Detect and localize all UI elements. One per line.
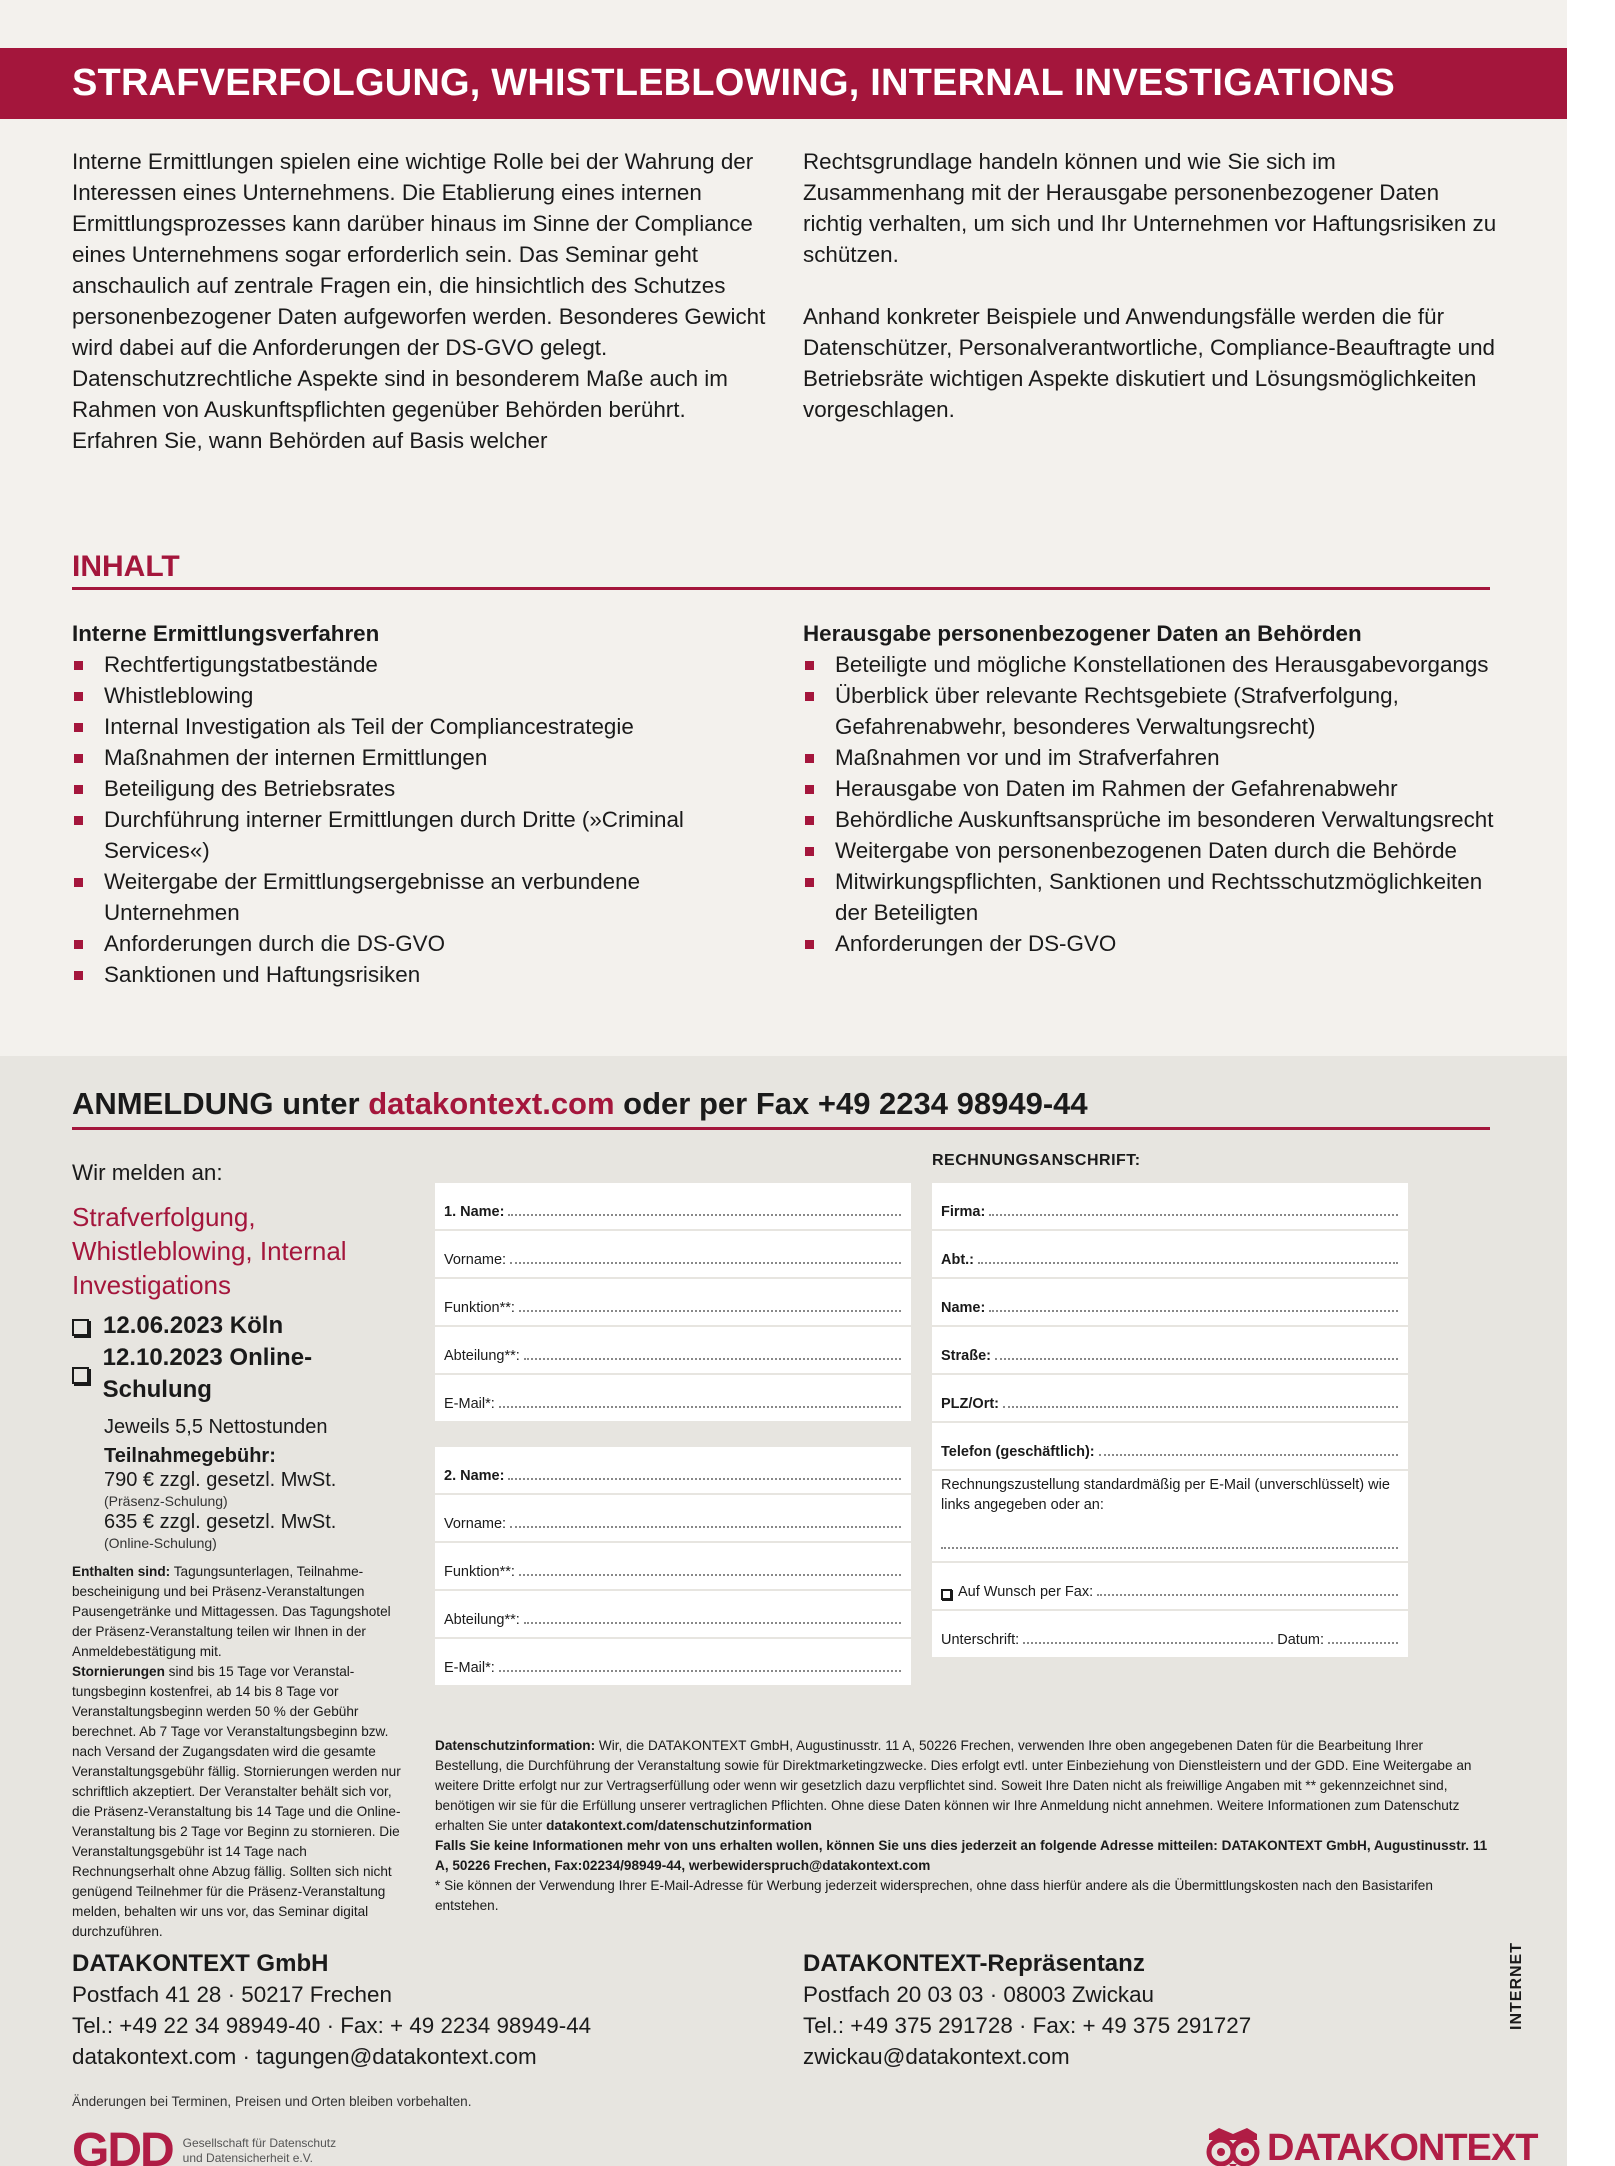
square-bullet-icon xyxy=(74,723,83,732)
field-line xyxy=(978,1262,1398,1264)
web-email[interactable]: datakontext.com · tagungen@datakontext.com xyxy=(72,2044,537,2069)
fee-presence: 790 € zzgl. gesetzl. MwSt. xyxy=(104,1469,337,1491)
square-bullet-icon xyxy=(74,754,83,763)
internet-label: INTERNET xyxy=(1508,1942,1525,2030)
square-bullet-icon xyxy=(805,847,814,856)
content-list-item-text: Mitwirkungspflichten, Sanktionen und Rechtsschutzmöglichkeiten der Beteiligten xyxy=(835,869,1483,925)
field-line xyxy=(995,1358,1398,1360)
field-line xyxy=(499,1406,901,1408)
form-field[interactable] xyxy=(435,1279,911,1325)
form-field-label: Name: xyxy=(941,1300,986,1316)
fax-label: Auf Wunsch per Fax: xyxy=(958,1584,1094,1600)
cancellation-text: sind bis 15 Tage vor Veranstaltungsbeginn kostenfrei, ab 14 bis 8 Tage vor Veranstaltungsbeginn werden 50 % der Gebühr berechnet. Ab 7 Tage vor Veranstaltungsbeginn bzw. nach Versand der Zugangsdaten wird die gesamte Veranstaltungsgebühr fällig. Stornierungen werden nur schriftlich akzeptiert. Der Veranstalter behält sich vor, die Präsenz-Veranstaltung bis 14 Tage und die Online-Veranstaltung bis 2 Tage vor Beginn zu stornieren. Die Veranstaltungsgebühr ist 14 Tage nach Rechnungserhalt ohne Abzug fällig. Sollten sich nicht genügend Teilnehmer für die Präsenz-Veranstaltung melden, behalten wir uns vor, das Seminar digital durchzuführen. xyxy=(72,1664,401,1939)
content-list-item-text: Maßnahmen vor und im Strafverfahren xyxy=(835,745,1220,770)
content-left-column xyxy=(72,618,772,990)
form-field[interactable] xyxy=(435,1447,911,1493)
form-field[interactable] xyxy=(932,1279,1408,1325)
gdd-logo-text xyxy=(183,2136,336,2166)
field-line xyxy=(524,1358,901,1360)
net-hours: Jeweils 5,5 Nettostunden xyxy=(104,1416,328,1438)
form-field-label: Telefon (geschäftlich): xyxy=(941,1444,1095,1460)
field-line xyxy=(499,1670,901,1672)
field-line xyxy=(989,1310,1398,1312)
cancellation-label: Stornierungen xyxy=(72,1664,165,1679)
registration-heading-prefix: ANMELDUNG unter xyxy=(72,1086,369,1121)
included-label: Enthalten sind: xyxy=(72,1564,171,1579)
content-list-item xyxy=(803,680,1503,742)
square-bullet-icon xyxy=(805,661,814,670)
field-line xyxy=(1003,1406,1398,1408)
form-field-label: Vorname: xyxy=(444,1252,507,1268)
content-right-column xyxy=(803,618,1503,959)
terms-text xyxy=(72,1562,402,1942)
field-line xyxy=(519,1310,901,1312)
privacy-notice xyxy=(435,1736,1490,1916)
form-field-label: Abteilung**: xyxy=(444,1612,520,1628)
square-bullet-icon xyxy=(805,692,814,701)
field-line xyxy=(510,1262,901,1264)
form-field-label: Abteilung**: xyxy=(444,1348,520,1364)
content-list-item-text: Herausgabe von Daten im Rahmen der Gefahrenabwehr xyxy=(835,776,1398,801)
content-list-item-text: Behördliche Auskunftsansprüche im besonderen Verwaltungsrecht xyxy=(835,807,1494,832)
attendee-2-fields xyxy=(435,1447,911,1685)
invoice-delivery-field[interactable] xyxy=(932,1471,1408,1561)
form-field-label: E-Mail*: xyxy=(444,1660,495,1676)
content-subheading: Interne Ermittlungsverfahren xyxy=(72,621,380,646)
fax-field[interactable] xyxy=(932,1563,1408,1609)
content-list-item xyxy=(803,866,1503,928)
signature-label: Unterschrift: xyxy=(941,1632,1020,1648)
form-field-label: Vorname: xyxy=(444,1516,507,1532)
content-list-item xyxy=(72,959,772,990)
we-register-label: Wir melden an: xyxy=(72,1160,223,1185)
form-field-label: Funktion**: xyxy=(444,1300,515,1316)
square-bullet-icon xyxy=(74,971,83,980)
registration-heading-suffix: oder per Fax +49 2234 98949-44 xyxy=(614,1086,1088,1121)
date-option-label: 12.06.2023 Köln xyxy=(103,1312,284,1339)
page-title: STRAFVERFOLGUNG, WHISTLEBLOWING, INTERNAL INVESTIGATIONS xyxy=(72,62,1395,104)
form-field-label: 1. Name: xyxy=(444,1204,505,1220)
postal-address: Postfach 20 03 03 · 08003 Zwickau xyxy=(803,1982,1155,2007)
gdd-logo-line: Gesellschaft für Datenschutz xyxy=(182,2136,337,2150)
content-list xyxy=(803,649,1503,959)
company-name: DATAKONTEXT-Repräsentanz xyxy=(803,1950,1145,1977)
form-field[interactable] xyxy=(435,1591,911,1637)
datakontext-wordmark: DATAKONTEXT xyxy=(1267,2127,1538,2166)
company-name: DATAKONTEXT GmbH xyxy=(72,1950,329,1977)
field-line xyxy=(508,1478,901,1480)
content-list-item xyxy=(803,928,1503,959)
privacy-label: Datenschutzinformation: xyxy=(435,1738,596,1753)
square-bullet-icon xyxy=(805,785,814,794)
content-list-item-text: Überblick über relevante Rechtsgebiete (Strafverfolgung, Gefahrenabwehr, besonderes Verwaltungsrecht) xyxy=(835,683,1399,739)
intro-paragraph: Anhand konkreter Beispiele und Anwendungsfälle werden die für Datenschützer, Personalverantwortliche, Compliance-Beauftragte und Betriebsräte wichtigen Aspekte diskutiert und Lösungsmöglichkeiten vorgeschlagen. xyxy=(803,304,1495,422)
field-line xyxy=(510,1526,901,1528)
invoice-fields xyxy=(932,1183,1408,1469)
content-list-item xyxy=(72,649,772,680)
content-list-item xyxy=(803,804,1503,835)
form-spacer xyxy=(435,1423,911,1447)
fee-online: 635 € zzgl. gesetzl. MwSt. xyxy=(104,1511,337,1533)
owl-icon xyxy=(1205,2126,1261,2166)
form-field[interactable] xyxy=(932,1375,1408,1421)
field-line xyxy=(524,1622,901,1624)
content-list-item-text: Whistleblowing xyxy=(104,683,254,708)
form-field[interactable] xyxy=(932,1423,1408,1469)
attendee-1-fields xyxy=(435,1183,911,1421)
content-list-item xyxy=(72,928,772,959)
intro-left-column xyxy=(72,146,772,487)
square-bullet-icon xyxy=(805,878,814,887)
postal-address: Postfach 41 28 · 50217 Frechen xyxy=(72,1982,392,2007)
form-field-label: E-Mail*: xyxy=(444,1396,495,1412)
contact-zwickau xyxy=(803,1948,1251,2072)
content-subheading: Herausgabe personenbezogener Daten an Behörden xyxy=(803,621,1362,646)
intro-paragraph: Interne Ermittlungen spielen eine wichtige Rolle bei der Wahrung der Interessen eines Unternehmens. Die Etablierung eines internen Ermittlungsprozesses kann darüber hinaus im Sinne der Compliance eines Unternehmens sogar erforderlich sein. Das Seminar geht anschaulich auf zentrale Fragen ein, die hinsichtlich des Schutzes personenbezogener Daten aufgeworfen werden. Besonderes Gewicht wird dabei auf die Anforderungen der DS-GVO gelegt. Datenschutzrechtliche Aspekte sind in besonderem Maße auch im Rahmen von Auskunftspflichten gegenüber Behörden berührt. Erfahren Sie, wann Behörden auf Basis welcher xyxy=(72,149,766,453)
content-list-item-text: Beteiligung des Betriebsrates xyxy=(104,776,396,801)
content-list-item-text: Weitergabe der Ermittlungsergebnisse an verbundene Unternehmen xyxy=(104,869,641,925)
content-list-item-text: Beteiligte und mögliche Konstellationen des Herausgabevorgangs xyxy=(835,652,1489,677)
form-field-label: Firma: xyxy=(941,1204,986,1220)
content-list-item-text: Anforderungen durch die DS-GVO xyxy=(104,931,446,956)
seminar-title: Strafverfolgung, Whistleblowing, Internal Investigations xyxy=(72,1202,347,1300)
form-field-label: Abt.: xyxy=(941,1252,975,1268)
date-label: Datum: xyxy=(1277,1632,1324,1648)
content-list-item-text: Internal Investigation als Teil der Compliancestrategie xyxy=(104,714,634,739)
phone-fax: Tel.: +49 22 34 98949-40 · Fax: + 49 2234 98949-44 xyxy=(72,2013,592,2038)
content-list-item xyxy=(72,680,772,711)
field-line xyxy=(1097,1594,1398,1596)
privacy-footnote: * Sie können der Verwendung Ihrer E-Mail-Adresse für Werbung jederzeit widersprechen, ohne dass hierfür andere als die Übermittlungskosten nach den Basistarifen entstehen. xyxy=(435,1878,1433,1913)
privacy-objection: Falls Sie keine Informationen mehr von uns erhalten wollen, können Sie uns dies jederzeit an folgende Adresse mitteilen: DATAKONTEXT GmbH, Augustinusstr. 11 A, 50226 Frechen, Fax:02234/98949-44, werbewiderspruch@datakontext.com xyxy=(435,1838,1488,1873)
attendee-form xyxy=(435,1183,911,1687)
content-list-item xyxy=(803,773,1503,804)
included-text: Tagungsunterlagen, Teilnahmebescheinigung und bei Präsenz-Veranstaltungen Pausengetränke und Mittagessen. Das Tagungshotel der Präsenz-Veranstaltung teilen wir Ihnen in der Anmeldebestätigung mit. xyxy=(72,1564,391,1659)
intro-paragraph: Rechtsgrundlage handeln können und wie Sie sich im Zusammenhang mit der Herausgabe personenbezogener Daten richtig verhalten, um sich und Ihr Unternehmen vor Haftungsrisiken zu schützen. xyxy=(803,149,1497,267)
content-list-item-text: Durchführung interner Ermittlungen durch Dritte (»Criminal Services«) xyxy=(104,807,684,863)
form-field[interactable] xyxy=(435,1543,911,1589)
title-bar xyxy=(0,48,1567,119)
gdd-logo xyxy=(72,2124,337,2166)
square-bullet-icon xyxy=(74,661,83,670)
square-bullet-icon xyxy=(74,785,83,794)
field-line xyxy=(508,1214,901,1216)
square-bullet-icon xyxy=(74,692,83,701)
content-list-item-text: Rechtfertigungstatbestände xyxy=(104,652,378,677)
form-field-label: Straße: xyxy=(941,1348,991,1364)
content-list-item xyxy=(803,835,1503,866)
form-field[interactable] xyxy=(932,1183,1408,1229)
content-list-item xyxy=(72,773,772,804)
content-list-item xyxy=(72,711,772,742)
field-line xyxy=(1099,1454,1398,1456)
form-field-label: PLZ/Ort: xyxy=(941,1396,999,1412)
phone-fax: Tel.: +49 375 291728 · Fax: + 49 375 291727 xyxy=(803,2013,1252,2038)
registration-summary xyxy=(72,1160,412,1942)
checkbox-icon[interactable] xyxy=(941,1589,952,1600)
square-bullet-icon xyxy=(805,754,814,763)
gdd-logo-line: und Datensicherheit e.V. xyxy=(182,2151,313,2165)
form-field[interactable] xyxy=(435,1231,911,1277)
content-list-item xyxy=(803,742,1503,773)
field-line xyxy=(941,1547,1398,1549)
content-list-item-text: Maßnahmen der internen Ermittlungen xyxy=(104,745,488,770)
field-line xyxy=(1328,1642,1398,1644)
square-bullet-icon xyxy=(74,878,83,887)
field-line xyxy=(519,1574,901,1576)
invoice-form xyxy=(932,1183,1408,1659)
contact-frechen xyxy=(72,1948,591,2072)
form-field-label: 2. Name: xyxy=(444,1468,505,1484)
square-bullet-icon xyxy=(74,816,83,825)
section-heading-inhalt: INHALT xyxy=(72,550,180,583)
section-divider xyxy=(72,587,1490,590)
fee-online-note: (Online-Schulung) xyxy=(104,1535,217,1551)
content-list-item xyxy=(803,649,1503,680)
form-field[interactable] xyxy=(932,1327,1408,1373)
fee-presence-note: (Präsenz-Schulung) xyxy=(104,1493,228,1509)
checkbox-icon[interactable] xyxy=(72,1367,89,1384)
form-field-label: Funktion**: xyxy=(444,1564,515,1580)
gdd-logo-mark: GDD xyxy=(72,2124,173,2166)
invoice-delivery-note: Rechnungszustellung standardmäßig per E-Mail (unverschlüsselt) wie links angegeben oder an: xyxy=(941,1477,1390,1513)
registration-website-link[interactable]: datakontext.com xyxy=(368,1086,615,1121)
content-list xyxy=(72,649,772,990)
privacy-link[interactable]: datakontext.com/datenschutzinformation xyxy=(546,1818,812,1833)
signature-field[interactable] xyxy=(932,1611,1408,1657)
form-field[interactable] xyxy=(435,1639,911,1685)
form-field[interactable] xyxy=(435,1183,911,1229)
changes-disclaimer: Änderungen bei Terminen, Preisen und Orten bleiben vorbehalten. xyxy=(72,2094,472,2109)
date-option-online[interactable] xyxy=(72,1342,412,1406)
form-field[interactable] xyxy=(435,1375,911,1421)
form-field[interactable] xyxy=(932,1231,1408,1277)
checkbox-icon[interactable] xyxy=(72,1319,89,1336)
datakontext-logo xyxy=(1205,2126,1537,2166)
content-list-item xyxy=(72,804,772,866)
form-field[interactable] xyxy=(435,1495,911,1541)
field-line xyxy=(989,1214,1398,1216)
square-bullet-icon xyxy=(74,940,83,949)
fee-label: Teilnahmegebühr: xyxy=(104,1445,276,1467)
intro-right-column xyxy=(803,146,1503,456)
form-field[interactable] xyxy=(435,1327,911,1373)
content-list-item xyxy=(72,742,772,773)
content-list-item-text: Anforderungen der DS-GVO xyxy=(835,931,1117,956)
registration-heading xyxy=(72,1086,1088,1122)
date-option-cologne[interactable] xyxy=(72,1310,412,1342)
field-line xyxy=(1023,1642,1273,1644)
registration-details xyxy=(72,1416,412,1552)
content-list-item-text: Sanktionen und Haftungsrisiken xyxy=(104,962,421,987)
square-bullet-icon xyxy=(805,816,814,825)
invoice-heading: RECHNUNGSANSCHRIFT: xyxy=(932,1152,1141,1169)
privacy-text: Wir, die DATAKONTEXT GmbH, Augustinusstr. 11 A, 50226 Frechen, verwenden Ihre oben angegebenen Daten für die Bearbeitung Ihrer Bestellung, die Durchführung der Veranstaltung sowie für Direktmarketingzwecke. Dies erfolgt evtl. unter Einbeziehung von Dienstleistern und der GDD. Eine Weitergabe an weitere Dritte erfolgt nur zur Vertragserfüllung oder wenn wir gesetzlich dazu verpflichtet sind. Soweit Ihre Daten nicht als freiwillige Angaben mit ** gekennzeichnet sind, benötigen wir sie für die Erfüllung unserer vertraglichen Pflichten. Ohne diese Daten können wir Ihre Anmeldung nicht annehmen. Weitere Informationen zum Datenschutz erhalten Sie unter xyxy=(435,1738,1472,1833)
web-email[interactable]: zwickau@datakontext.com xyxy=(803,2044,1070,2069)
registration-divider xyxy=(72,1127,1490,1130)
content-list-item xyxy=(72,866,772,928)
date-option-label: 12.10.2023 Online-Schulung xyxy=(102,1344,313,1403)
square-bullet-icon xyxy=(805,940,814,949)
content-list-item-text: Weitergabe von personenbezogenen Daten durch die Behörde xyxy=(835,838,1457,863)
